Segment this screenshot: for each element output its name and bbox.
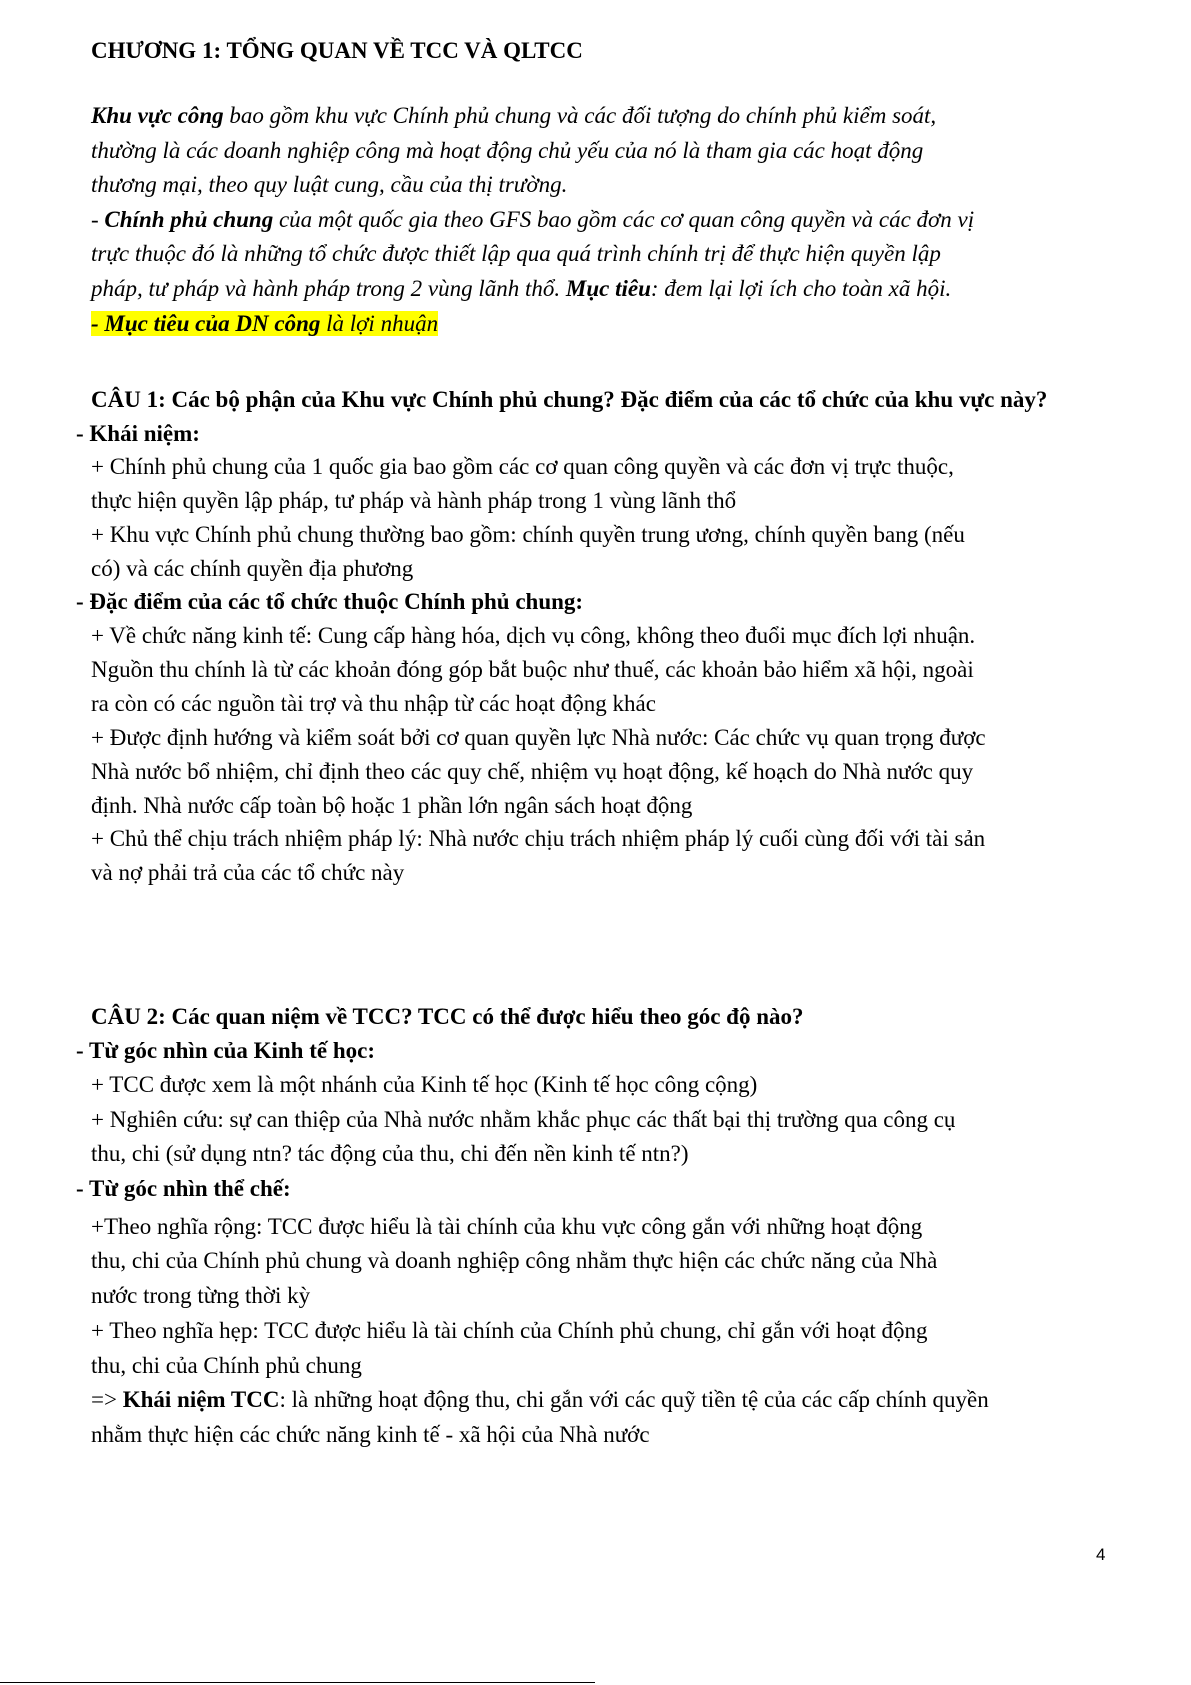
body-line: định. Nhà nước cấp toàn bộ hoặc 1 phần lớn ngân sách hoạt động	[91, 793, 693, 818]
term-khu-vuc-cong: Khu vực công	[91, 103, 224, 128]
body-line: + Khu vực Chính phủ chung thường bao gồm: chính quyền trung ương, chính quyền bang (nếu	[91, 522, 965, 547]
conclusion-text: : là những hoạt động thu, chi gắn với các quỹ tiền tệ của các cấp chính quyền	[279, 1387, 989, 1412]
body-line: + Chủ thể chịu trách nhiệm pháp lý: Nhà nước chịu trách nhiệm pháp lý cuối cùng đối với tài sản	[91, 826, 986, 851]
highlight-bold: - Mục tiêu của DN công	[91, 311, 321, 336]
question-2-heading: CÂU 2: Các quan niệm về TCC? TCC có thể được hiểu theo góc độ nào?	[91, 1004, 804, 1029]
body-line: + Được định hướng và kiểm soát bởi cơ quan quyền lực Nhà nước: Các chức vụ quan trọng được	[91, 725, 986, 750]
chapter-title: CHƯƠNG 1: TỔNG QUAN VỀ TCC VÀ QLTCC	[91, 38, 583, 63]
body-line: + Chính phủ chung của 1 quốc gia bao gồm các cơ quan công quyền và các đơn vị trực thuộc,	[91, 454, 954, 479]
intro-line	[91, 274, 951, 304]
body-line: + Nghiên cứu: sự can thiệp của Nhà nước nhằm khắc phục các thất bại thị trường qua công cụ	[91, 1107, 956, 1132]
body-line: nước trong từng thời kỳ	[91, 1283, 311, 1308]
intro-text: : đem lại lợi ích cho toàn xã hội.	[650, 276, 952, 301]
body-line: thu, chi của Chính phủ chung	[91, 1353, 362, 1378]
conclusion-line: nhằm thực hiện các chức năng kinh tế - xã hội của Nhà nước	[91, 1422, 650, 1447]
body-line: thu, chi của Chính phủ chung và doanh nghiệp công nhằm thực hiện các chức năng của Nhà	[91, 1248, 938, 1273]
highlight	[91, 311, 438, 336]
subheading: - Khái niệm:	[76, 421, 200, 446]
conclusion-line	[91, 1385, 989, 1415]
body-line: +Theo nghĩa rộng: TCC được hiểu là tài chính của khu vực công gắn với những hoạt động	[91, 1214, 923, 1239]
body-line: có) và các chính quyền địa phương	[91, 556, 414, 581]
body-line: ra còn có các nguồn tài trợ và thu nhập từ các hoạt động khác	[91, 691, 656, 716]
body-line: thu, chi (sử dụng ntn? tác động của thu, chi đến nền kinh tế ntn?)	[91, 1141, 689, 1166]
intro-line: trực thuộc đó là những tổ chức được thiết lập qua quá trình chính trị để thực hiện quyền lập	[91, 241, 941, 266]
subheading: - Từ góc nhìn thể chế:	[76, 1176, 291, 1201]
highlighted-line	[91, 309, 438, 339]
term-muc-tieu: Mục tiêu	[565, 276, 651, 301]
intro-text: của một quốc gia theo GFS bao gồm các cơ quan công quyền và các đơn vị	[273, 207, 975, 232]
intro-line: thường là các doanh nghiệp công mà hoạt động chủ yếu của nó là tham gia các hoạt động	[91, 138, 924, 163]
footer-divider	[0, 1682, 595, 1683]
arrow: =>	[91, 1387, 123, 1412]
intro-text: pháp, tư pháp và hành pháp trong 2 vùng lãnh thổ.	[91, 276, 566, 301]
body-line: + TCC được xem là một nhánh của Kinh tế học (Kinh tế học công cộng)	[91, 1072, 758, 1097]
body-line: + Theo nghĩa hẹp: TCC được hiểu là tài chính của Chính phủ chung, chỉ gắn với hoạt động	[91, 1318, 928, 1343]
page-number: 4	[1096, 1545, 1106, 1564]
intro-line	[91, 205, 974, 235]
question-1-heading: CÂU 1: Các bộ phận của Khu vực Chính phủ chung? Đặc điểm của các tổ chức của khu vực này?	[91, 387, 1048, 412]
intro-line	[91, 101, 936, 131]
body-line: và nợ phải trả của các tổ chức này	[91, 860, 405, 885]
intro-line: thương mại, theo quy luật cung, cầu của thị trường.	[91, 172, 568, 197]
body-line: Nguồn thu chính là từ các khoản đóng góp bắt buộc như thuế, các khoản bảo hiểm xã hội, ngoài	[91, 657, 974, 682]
dash: -	[91, 207, 105, 232]
term-khai-niem-tcc: Khái niệm TCC	[122, 1387, 280, 1412]
subheading: - Đặc điểm của các tổ chức thuộc Chính phủ chung:	[76, 589, 584, 614]
body-line: Nhà nước bổ nhiệm, chỉ định theo các quy chế, nhiệm vụ hoạt động, kế hoạch do Nhà nước quy	[91, 759, 974, 784]
body-line: + Về chức năng kinh tế: Cung cấp hàng hóa, dịch vụ công, không theo đuổi mục đích lợi nhuận.	[91, 623, 976, 648]
subheading: - Từ góc nhìn của Kinh tế học:	[76, 1038, 375, 1063]
highlight-text: là lợi nhuận	[320, 311, 439, 336]
body-line: thực hiện quyền lập pháp, tư pháp và hành pháp trong 1 vùng lãnh thổ	[91, 488, 737, 513]
intro-text: bao gồm khu vực Chính phủ chung và các đối tượng do chính phủ kiểm soát,	[223, 103, 937, 128]
term-chinh-phu-chung: Chính phủ chung	[104, 207, 274, 232]
